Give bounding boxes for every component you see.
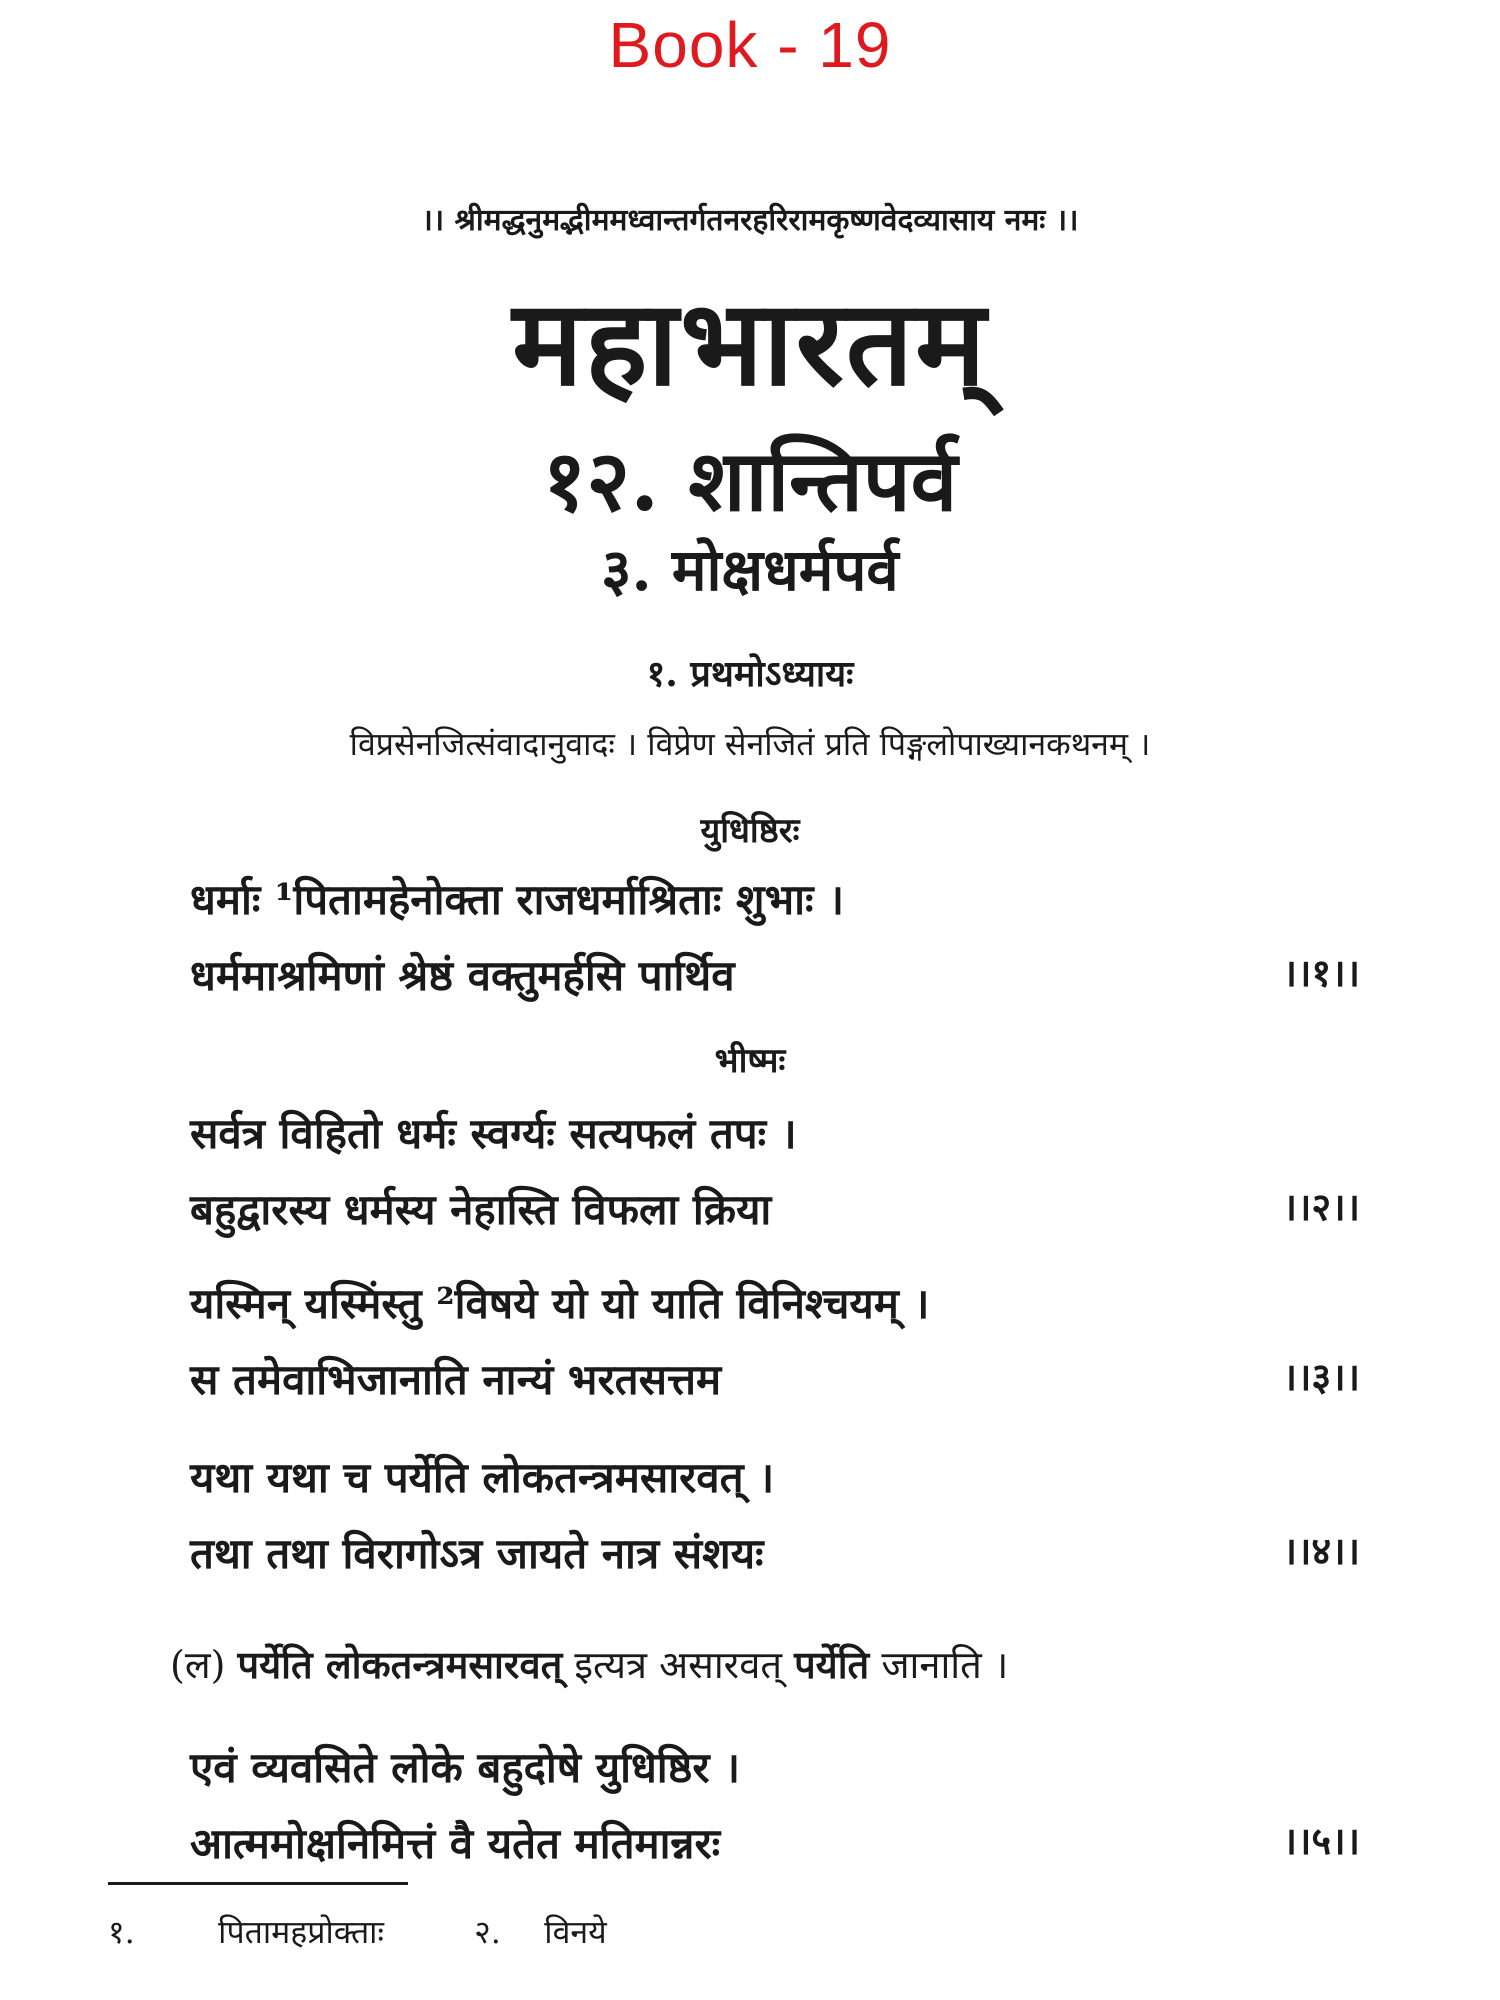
footnotes <box>108 1910 1208 1953</box>
footnote-2-number: २. <box>474 1913 501 1951</box>
verse-5-line-2 <box>190 1814 1360 1871</box>
chapter-summary: विप्रसेनजित्संवादानुवादः । विप्रेण सेनजितं प्रति पिङ्गलोपाख्यानकथनम् । <box>349 725 1151 763</box>
footnote-2-text: विनये <box>544 1913 607 1951</box>
verse-number: ।।५।। <box>1282 1818 1360 1863</box>
parva-title: १२. शान्तिपर्व <box>542 431 958 530</box>
verse-text: यथा यथा च पर्येति लोकतन्त्रमसारवत् । <box>190 1453 775 1502</box>
commentary-note <box>170 1638 1360 1690</box>
verse-2-line-1 <box>190 1104 1360 1161</box>
footnote-divider <box>108 1882 408 1885</box>
footnote-1-text: पितामहप्रोक्ताः <box>218 1913 384 1951</box>
verse-text: आत्ममोक्षनिमित्तं वै यतेत मतिमान्नरः <box>190 1819 721 1868</box>
verse-number: ।।१।। <box>1282 950 1360 995</box>
book-label: Book - 19 <box>608 9 892 81</box>
verse-text: धर्ममाश्रमिणां श्रेष्ठं वक्तुमर्हसि पार्थिव <box>190 951 735 1000</box>
subparva-title: ३. मोक्षधर्मपर्व <box>601 536 899 604</box>
verse-4-line-1 <box>190 1448 1360 1505</box>
note-bold-phrase: पर्येति लोकतन्त्रमसारवत् <box>237 1642 563 1687</box>
verse-number: ।।४।। <box>1282 1528 1360 1573</box>
verse-text: स तमेवाभिजानाति नान्यं भरतसत्तम <box>190 1355 722 1404</box>
verse-text: बहुद्वारस्य धर्मस्य नेहास्ति विफला क्रिया <box>190 1185 772 1234</box>
verse-1-line-1 <box>190 870 1360 927</box>
note-bold-word: पर्येति <box>794 1642 870 1687</box>
note-prefix: (ल) <box>170 1643 226 1687</box>
verse-number: ।।३।। <box>1282 1354 1360 1399</box>
verse-3-line-1 <box>190 1274 1360 1331</box>
verse-text: यस्मिन् यस्मिंस्तु ²विषये यो यो याति विनिश्चयम् । <box>190 1279 930 1328</box>
verse-text: तथा तथा विरागोऽत्र जायते नात्र संशयः <box>190 1529 764 1578</box>
note-suffix: जानाति । <box>881 1643 1009 1687</box>
verse-2-line-2 <box>190 1180 1360 1237</box>
speaker-bhishma: भीष्मः <box>714 1041 786 1081</box>
main-title: महाभारतम् <box>512 273 988 412</box>
footnote-1-number: १. <box>108 1913 135 1951</box>
verse-text: धर्माः ¹पितामहेनोक्ता राजधर्माश्रिताः शुभाः । <box>190 875 845 924</box>
verse-text: एवं व्यवसिते लोके बहुदोषे युधिष्ठिर । <box>190 1743 741 1792</box>
chapter-title: १. प्रथमोऽध्यायः <box>646 653 854 695</box>
verse-5-line-1 <box>190 1738 1360 1795</box>
note-middle: इत्यत्र असारवत् <box>574 1643 782 1687</box>
verse-text: सर्वत्र विहितो धर्मः स्वर्ग्यः सत्यफलं तपः । <box>190 1109 797 1158</box>
verse-3-line-2 <box>190 1350 1360 1407</box>
verse-number: ।।२।। <box>1282 1184 1360 1229</box>
speaker-yudhishthira: युधिष्ठिरः <box>700 811 800 851</box>
verse-4-line-2 <box>190 1524 1360 1581</box>
verse-1-line-2 <box>190 946 1360 1003</box>
invocation: ।। श्रीमद्धनुमद्भीममध्वान्तर्गतनरहरिरामकृष्णवेदव्यासाय नमः ।। <box>421 203 1079 238</box>
